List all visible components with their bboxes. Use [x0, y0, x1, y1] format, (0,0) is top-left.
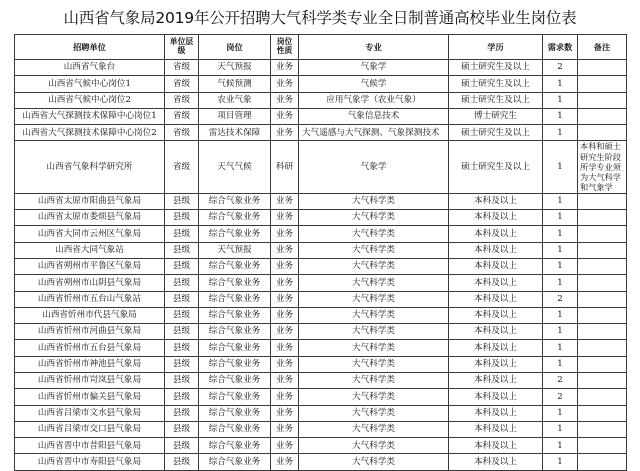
cell-count: 1	[543, 438, 578, 454]
cell-major: 气候学	[299, 76, 449, 92]
cell-note	[578, 258, 627, 274]
cell-post: 项目管理	[199, 108, 271, 124]
cell-major: 大气科学类	[299, 242, 449, 258]
cell-level: 省级	[165, 141, 199, 193]
cell-post: 综合气象业务	[199, 405, 271, 421]
cell-note	[578, 60, 627, 76]
page-title: 山西省气象局2019年公开招聘大气科学类专业全日制普通高校毕业生岗位表	[63, 9, 577, 27]
cell-level: 省级	[165, 108, 199, 124]
cell-major: 大气科学类	[299, 340, 449, 356]
cell-note	[578, 291, 627, 307]
table-row	[15, 125, 627, 141]
cell-nature: 业务	[271, 356, 299, 372]
cell-unit: 山西省朔州市平鲁区气象局	[15, 258, 165, 274]
cell-note	[578, 193, 627, 209]
header-note: 备注	[578, 35, 627, 60]
cell-note	[578, 405, 627, 421]
cell-major: 大气科学类	[299, 291, 449, 307]
table-row	[15, 405, 627, 421]
cell-unit: 山西省吕梁市交口县气象局	[15, 421, 165, 437]
cell-level: 县级	[165, 356, 199, 372]
cell-note	[578, 108, 627, 124]
cell-education: 本科及以上	[449, 389, 543, 405]
cell-note	[578, 275, 627, 291]
cell-major: 大气科学类	[299, 421, 449, 437]
cell-level: 县级	[165, 421, 199, 437]
cell-count: 1	[543, 356, 578, 372]
cell-education: 本科及以上	[449, 193, 543, 209]
table-row	[15, 324, 627, 340]
cell-post: 综合气象业务	[199, 340, 271, 356]
cell-major: 大气科学类	[299, 373, 449, 389]
cell-count: 1	[543, 92, 578, 108]
cell-post: 综合气象业务	[199, 275, 271, 291]
cell-count: 1	[543, 454, 578, 470]
cell-post: 综合气象业务	[199, 421, 271, 437]
cell-unit: 山西省晋中市寿阳县气象局	[15, 454, 165, 470]
cell-education: 硕士研究生及以上	[449, 125, 543, 141]
cell-unit: 山西省气象台	[15, 60, 165, 76]
cell-unit: 山西省大气探测技术保障中心岗位2	[15, 125, 165, 141]
cell-level: 县级	[165, 275, 199, 291]
table-row	[15, 210, 627, 226]
cell-count: 2	[543, 389, 578, 405]
cell-unit: 山西省太原市娄烦县气象局	[15, 210, 165, 226]
cell-count: 1	[543, 141, 578, 193]
cell-note	[578, 210, 627, 226]
table-row	[15, 421, 627, 437]
cell-level: 县级	[165, 373, 199, 389]
cell-level: 县级	[165, 454, 199, 470]
cell-level: 省级	[165, 76, 199, 92]
cell-education: 硕士研究生及以上	[449, 92, 543, 108]
cell-unit: 山西省气象科学研究所	[15, 141, 165, 193]
cell-education: 本科及以上	[449, 307, 543, 323]
cell-level: 县级	[165, 438, 199, 454]
cell-nature: 业务	[271, 421, 299, 437]
cell-education: 本科及以上	[449, 226, 543, 242]
table-row	[15, 291, 627, 307]
cell-level: 县级	[165, 291, 199, 307]
cell-education: 本科及以上	[449, 373, 543, 389]
cell-note	[578, 389, 627, 405]
cell-note	[578, 421, 627, 437]
cell-level: 县级	[165, 307, 199, 323]
cell-nature: 业务	[271, 193, 299, 209]
cell-level: 县级	[165, 405, 199, 421]
cell-note	[578, 356, 627, 372]
cell-note	[578, 373, 627, 389]
cell-post: 气候预测	[199, 76, 271, 92]
cell-post: 综合气象业务	[199, 324, 271, 340]
cell-major: 大气科学类	[299, 307, 449, 323]
cell-education: 本科及以上	[449, 405, 543, 421]
cell-nature: 业务	[271, 438, 299, 454]
cell-count: 1	[543, 307, 578, 323]
cell-major: 大气科学类	[299, 193, 449, 209]
cell-unit: 山西省晋中市昔阳县气象局	[15, 438, 165, 454]
table-row	[15, 438, 627, 454]
cell-major: 大气科学类	[299, 324, 449, 340]
header-count: 需求数	[543, 35, 578, 60]
cell-nature: 业务	[271, 210, 299, 226]
cell-unit: 山西省忻州市五台县气象局	[15, 340, 165, 356]
cell-count: 1	[543, 405, 578, 421]
header-level: 单位层级	[165, 35, 199, 60]
cell-education: 本科及以上	[449, 438, 543, 454]
table-header-row	[15, 35, 627, 60]
cell-nature: 业务	[271, 340, 299, 356]
table-row	[15, 226, 627, 242]
cell-count: 1	[543, 340, 578, 356]
cell-note	[578, 324, 627, 340]
cell-education: 硕士研究生及以上	[449, 60, 543, 76]
cell-note	[578, 438, 627, 454]
cell-level: 省级	[165, 125, 199, 141]
cell-unit: 山西省太原市阳曲县气象局	[15, 193, 165, 209]
cell-unit: 山西省忻州市岢岚县气象局	[15, 373, 165, 389]
cell-nature: 业务	[271, 291, 299, 307]
table-row	[15, 242, 627, 258]
cell-unit: 山西省忻州市偏关县气象局	[15, 389, 165, 405]
cell-nature: 业务	[271, 405, 299, 421]
cell-level: 县级	[165, 340, 199, 356]
cell-education: 本科及以上	[449, 291, 543, 307]
cell-post: 雷达技术保障	[199, 125, 271, 141]
cell-post: 天气预报	[199, 242, 271, 258]
cell-major: 大气科学类	[299, 210, 449, 226]
header-unit: 招聘单位	[15, 35, 165, 60]
cell-education: 博士研究生	[449, 108, 543, 124]
cell-nature: 业务	[271, 92, 299, 108]
cell-major: 气象信息技术	[299, 108, 449, 124]
cell-note	[578, 454, 627, 470]
cell-post: 综合气象业务	[199, 258, 271, 274]
cell-nature: 业务	[271, 324, 299, 340]
table-row	[15, 193, 627, 209]
table-row	[15, 340, 627, 356]
cell-count: 1	[543, 210, 578, 226]
cell-major: 大气科学类	[299, 438, 449, 454]
cell-education: 本科及以上	[449, 421, 543, 437]
cell-post: 综合气象业务	[199, 307, 271, 323]
cell-nature: 业务	[271, 76, 299, 92]
cell-level: 省级	[165, 60, 199, 76]
cell-nature: 科研	[271, 141, 299, 193]
header-nature: 岗位性质	[271, 35, 299, 60]
cell-post: 综合气象业务	[199, 373, 271, 389]
cell-education: 本科及以上	[449, 242, 543, 258]
cell-education: 本科及以上	[449, 258, 543, 274]
cell-note	[578, 92, 627, 108]
cell-major: 大气科学类	[299, 226, 449, 242]
cell-level: 县级	[165, 324, 199, 340]
cell-level: 县级	[165, 258, 199, 274]
cell-count: 1	[543, 258, 578, 274]
table-row	[15, 275, 627, 291]
cell-post: 天气预报	[199, 60, 271, 76]
cell-unit: 山西省忻州市神池县气象局	[15, 356, 165, 372]
cell-unit: 山西省忻州市五台山气象站	[15, 291, 165, 307]
cell-major: 大气科学类	[299, 275, 449, 291]
cell-post: 综合气象业务	[199, 291, 271, 307]
cell-count: 1	[543, 125, 578, 141]
cell-count: 1	[543, 421, 578, 437]
cell-note	[578, 307, 627, 323]
table-row	[15, 454, 627, 470]
cell-post: 综合气象业务	[199, 210, 271, 226]
cell-count: 1	[543, 324, 578, 340]
cell-nature: 业务	[271, 373, 299, 389]
cell-unit: 山西省忻州市河曲县气象局	[15, 324, 165, 340]
cell-major: 大气遥感与大气探测、气象探测技术	[299, 125, 449, 141]
cell-education: 本科及以上	[449, 454, 543, 470]
table-row	[15, 141, 627, 193]
cell-nature: 业务	[271, 454, 299, 470]
cell-nature: 业务	[271, 275, 299, 291]
table-row	[15, 258, 627, 274]
cell-post: 综合气象业务	[199, 389, 271, 405]
header-major: 专业	[299, 35, 449, 60]
cell-major: 大气科学类	[299, 405, 449, 421]
cell-count: 1	[543, 275, 578, 291]
table-row	[15, 307, 627, 323]
cell-education: 硕士研究生及以上	[449, 141, 543, 193]
cell-count: 1	[543, 193, 578, 209]
cell-level: 县级	[165, 242, 199, 258]
cell-post: 综合气象业务	[199, 226, 271, 242]
cell-unit: 山西省大同气象站	[15, 242, 165, 258]
cell-nature: 业务	[271, 307, 299, 323]
cell-education: 本科及以上	[449, 275, 543, 291]
cell-unit: 山西省吕梁市文水县气象局	[15, 405, 165, 421]
cell-post: 天气气候	[199, 141, 271, 193]
cell-major: 气象学	[299, 141, 449, 193]
cell-post: 综合气象业务	[199, 193, 271, 209]
cell-count: 1	[543, 242, 578, 258]
table-row	[15, 92, 627, 108]
cell-major: 大气科学类	[299, 389, 449, 405]
cell-nature: 业务	[271, 108, 299, 124]
cell-education: 本科及以上	[449, 340, 543, 356]
cell-level: 省级	[165, 92, 199, 108]
table-row	[15, 60, 627, 76]
cell-nature: 业务	[271, 258, 299, 274]
cell-education: 本科及以上	[449, 324, 543, 340]
header-education: 学历	[449, 35, 543, 60]
table-row	[15, 356, 627, 372]
table-row	[15, 389, 627, 405]
cell-post: 农业气象	[199, 92, 271, 108]
table-row	[15, 108, 627, 124]
cell-note	[578, 76, 627, 92]
cell-count: 1	[543, 76, 578, 92]
cell-major: 大气科学类	[299, 258, 449, 274]
cell-note	[578, 242, 627, 258]
header-post: 岗位	[199, 35, 271, 60]
cell-unit: 山西省忻州市代县气象局	[15, 307, 165, 323]
recruitment-table	[14, 34, 627, 471]
cell-unit: 山西省气候中心岗位2	[15, 92, 165, 108]
table-row	[15, 373, 627, 389]
cell-note: 本科和硕士研究生阶段所学专业须为大气科学和气象学	[578, 141, 627, 193]
cell-education: 硕士研究生及以上	[449, 76, 543, 92]
cell-education: 本科及以上	[449, 356, 543, 372]
cell-major: 大气科学类	[299, 356, 449, 372]
cell-nature: 业务	[271, 60, 299, 76]
cell-nature: 业务	[271, 226, 299, 242]
cell-unit: 山西省大同市云州区气象局	[15, 226, 165, 242]
cell-nature: 业务	[271, 125, 299, 141]
cell-post: 综合气象业务	[199, 438, 271, 454]
cell-major: 气象学	[299, 60, 449, 76]
cell-nature: 业务	[271, 242, 299, 258]
cell-post: 综合气象业务	[199, 356, 271, 372]
cell-education: 本科及以上	[449, 210, 543, 226]
cell-note	[578, 340, 627, 356]
cell-count: 1	[543, 226, 578, 242]
cell-count: 2	[543, 60, 578, 76]
table-row	[15, 76, 627, 92]
cell-note	[578, 226, 627, 242]
cell-level: 县级	[165, 193, 199, 209]
cell-post: 综合气象业务	[199, 454, 271, 470]
cell-level: 县级	[165, 389, 199, 405]
cell-unit: 山西省朔州市山阴县气象局	[15, 275, 165, 291]
cell-major: 大气科学类	[299, 454, 449, 470]
cell-level: 县级	[165, 210, 199, 226]
cell-count: 1	[543, 108, 578, 124]
cell-count: 2	[543, 373, 578, 389]
cell-count: 2	[543, 291, 578, 307]
cell-unit: 山西省大气探测技术保障中心岗位1	[15, 108, 165, 124]
cell-unit: 山西省气候中心岗位1	[15, 76, 165, 92]
cell-major: 应用气象学（农业气象）	[299, 92, 449, 108]
cell-note	[578, 125, 627, 141]
cell-level: 县级	[165, 226, 199, 242]
cell-nature: 业务	[271, 389, 299, 405]
